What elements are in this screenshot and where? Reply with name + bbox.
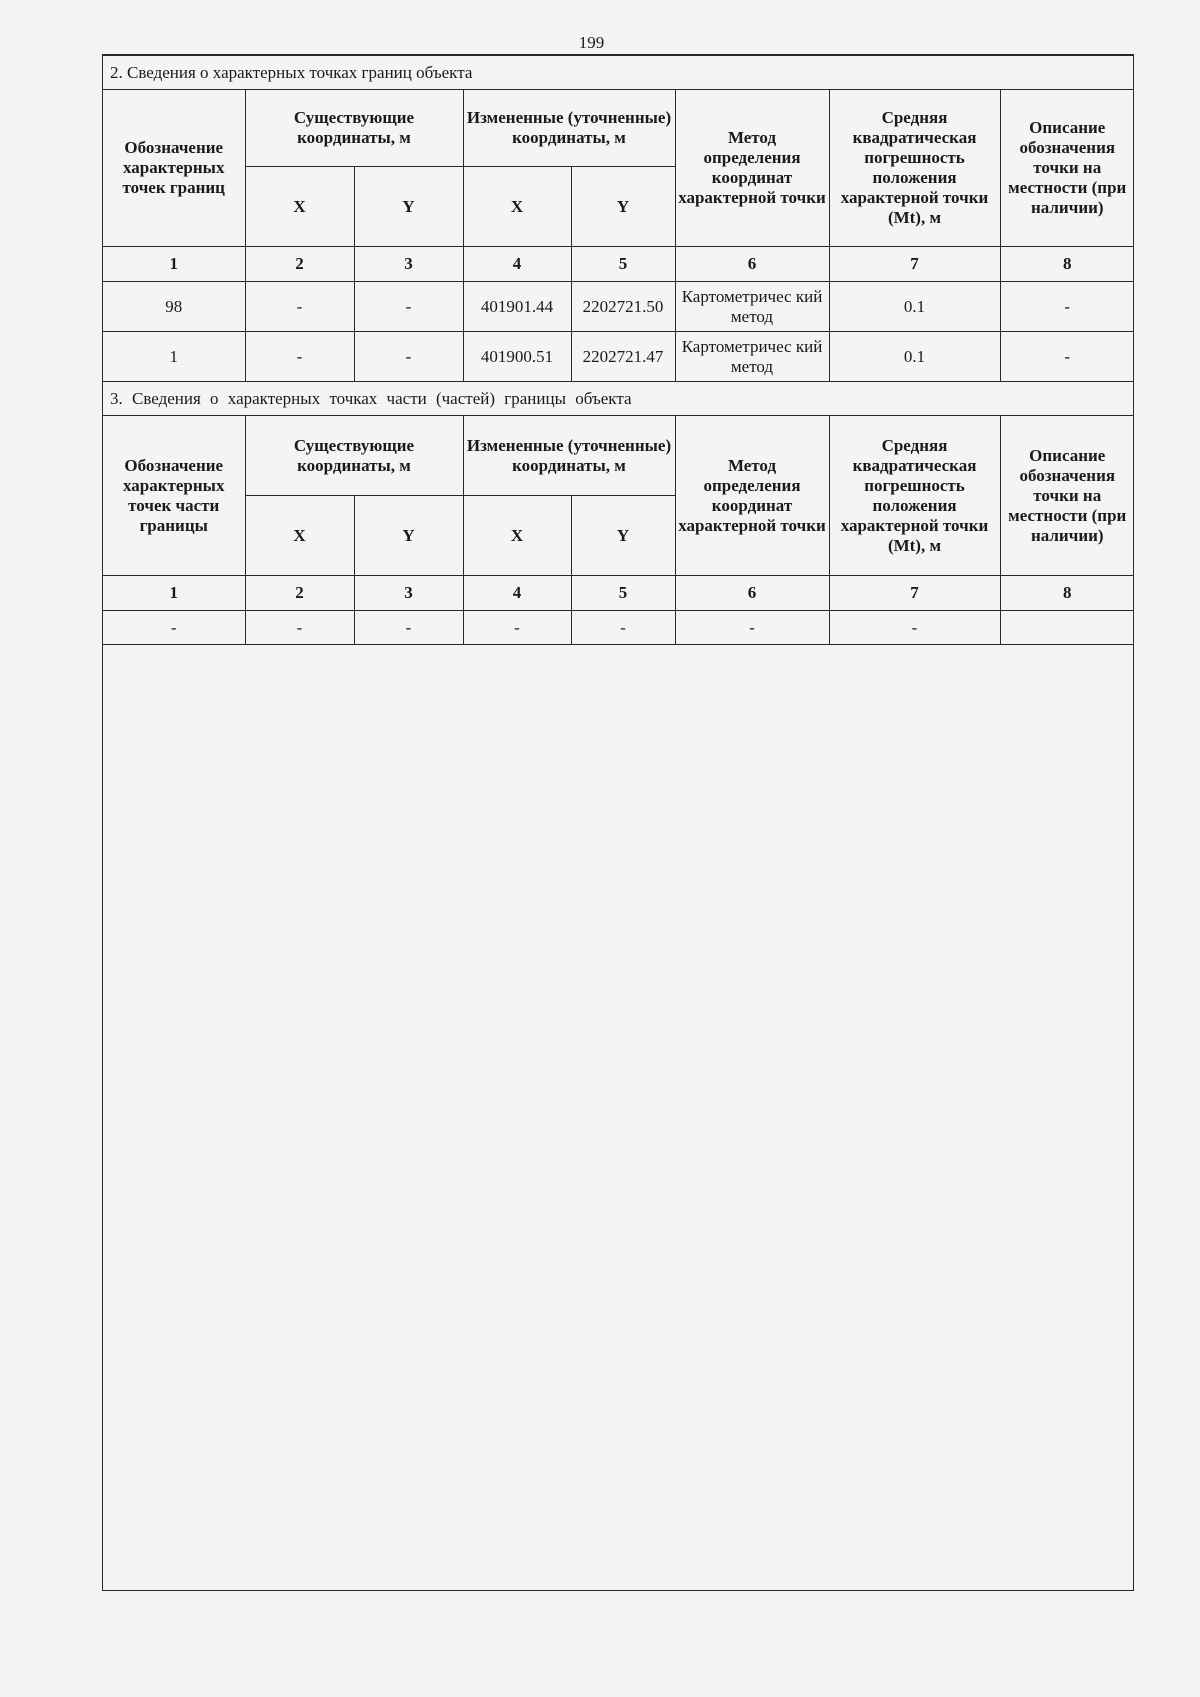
table-row [103,611,1134,645]
column-number: 1 [103,576,245,611]
column-number: 3 [354,247,463,282]
point-designation: 1 [103,332,245,382]
changed-y: 2202721.50 [571,282,675,332]
column-number: 6 [675,576,829,611]
page-number: 199 [578,33,605,52]
header-designation: Обозначение характерных точек части границы [103,416,245,576]
existing-y: - [354,332,463,382]
column-numbers-row [103,576,1134,611]
header-description: Описание обозначения точки на местности (при наличии) [1000,90,1134,247]
existing-y: - [354,282,463,332]
header-error: Средняя квадратическая погрешность положения характерной точки (Mt), м [829,90,1000,247]
column-number: 8 [1000,576,1134,611]
section2-table [103,55,1134,382]
column-number: 7 [829,576,1000,611]
changed-x: - [463,611,571,645]
column-numbers-row [103,247,1134,282]
column-number: 3 [354,576,463,611]
description: - [1000,282,1134,332]
header-existing-y: Y [354,496,463,576]
header-description: Описание обозначения точки на местности (при наличии) [1000,416,1134,576]
error-mt: 0.1 [829,282,1000,332]
method: Картометричес кий метод [675,282,829,332]
header-changed-y: Y [571,167,675,247]
column-number: 5 [571,576,675,611]
column-number: 1 [103,247,245,282]
error-mt: 0.1 [829,332,1000,382]
description [1000,611,1134,645]
existing-x: - [245,332,354,382]
header-error: Средняя квадратическая погрешность положения характерной точки (Mt), м [829,416,1000,576]
point-designation: - [103,611,245,645]
column-number: 5 [571,247,675,282]
header-changed-coords: Измененные (уточненные) координаты, м [463,416,675,496]
method: - [675,611,829,645]
column-number: 2 [245,247,354,282]
column-number: 6 [675,247,829,282]
document-frame [102,54,1134,1591]
header-existing-x: X [245,167,354,247]
header-method: Метод определения координат характерной точки [675,416,829,576]
section3-title: 3. Сведения о характерных точках части (частей) границы объекта [103,382,1134,416]
section2-title: 2. Сведения о характерных точках границ объекта [103,56,1134,90]
header-existing-y: Y [354,167,463,247]
method: Картометричес кий метод [675,332,829,382]
error-mt: - [829,611,1000,645]
section3-table [103,381,1134,645]
header-existing-coords: Существующие координаты, м [245,90,463,167]
column-number: 2 [245,576,354,611]
column-number: 4 [463,247,571,282]
header-changed-x: X [463,167,571,247]
header-method: Метод определения координат характерной точки [675,90,829,247]
point-designation: 98 [103,282,245,332]
existing-x: - [245,611,354,645]
column-number: 4 [463,576,571,611]
changed-x: 401901.44 [463,282,571,332]
column-number: 8 [1000,247,1134,282]
description: - [1000,332,1134,382]
header-existing-x: X [245,496,354,576]
table-row [103,282,1134,332]
header-changed-x: X [463,496,571,576]
existing-x: - [245,282,354,332]
column-number: 7 [829,247,1000,282]
header-changed-y: Y [571,496,675,576]
changed-y: - [571,611,675,645]
changed-y: 2202721.47 [571,332,675,382]
header-existing-coords: Существующие координаты, м [245,416,463,496]
header-designation: Обозначение характерных точек границ [103,90,245,247]
table-row [103,332,1134,382]
changed-x: 401900.51 [463,332,571,382]
existing-y: - [354,611,463,645]
header-changed-coords: Измененные (уточненные) координаты, м [463,90,675,167]
